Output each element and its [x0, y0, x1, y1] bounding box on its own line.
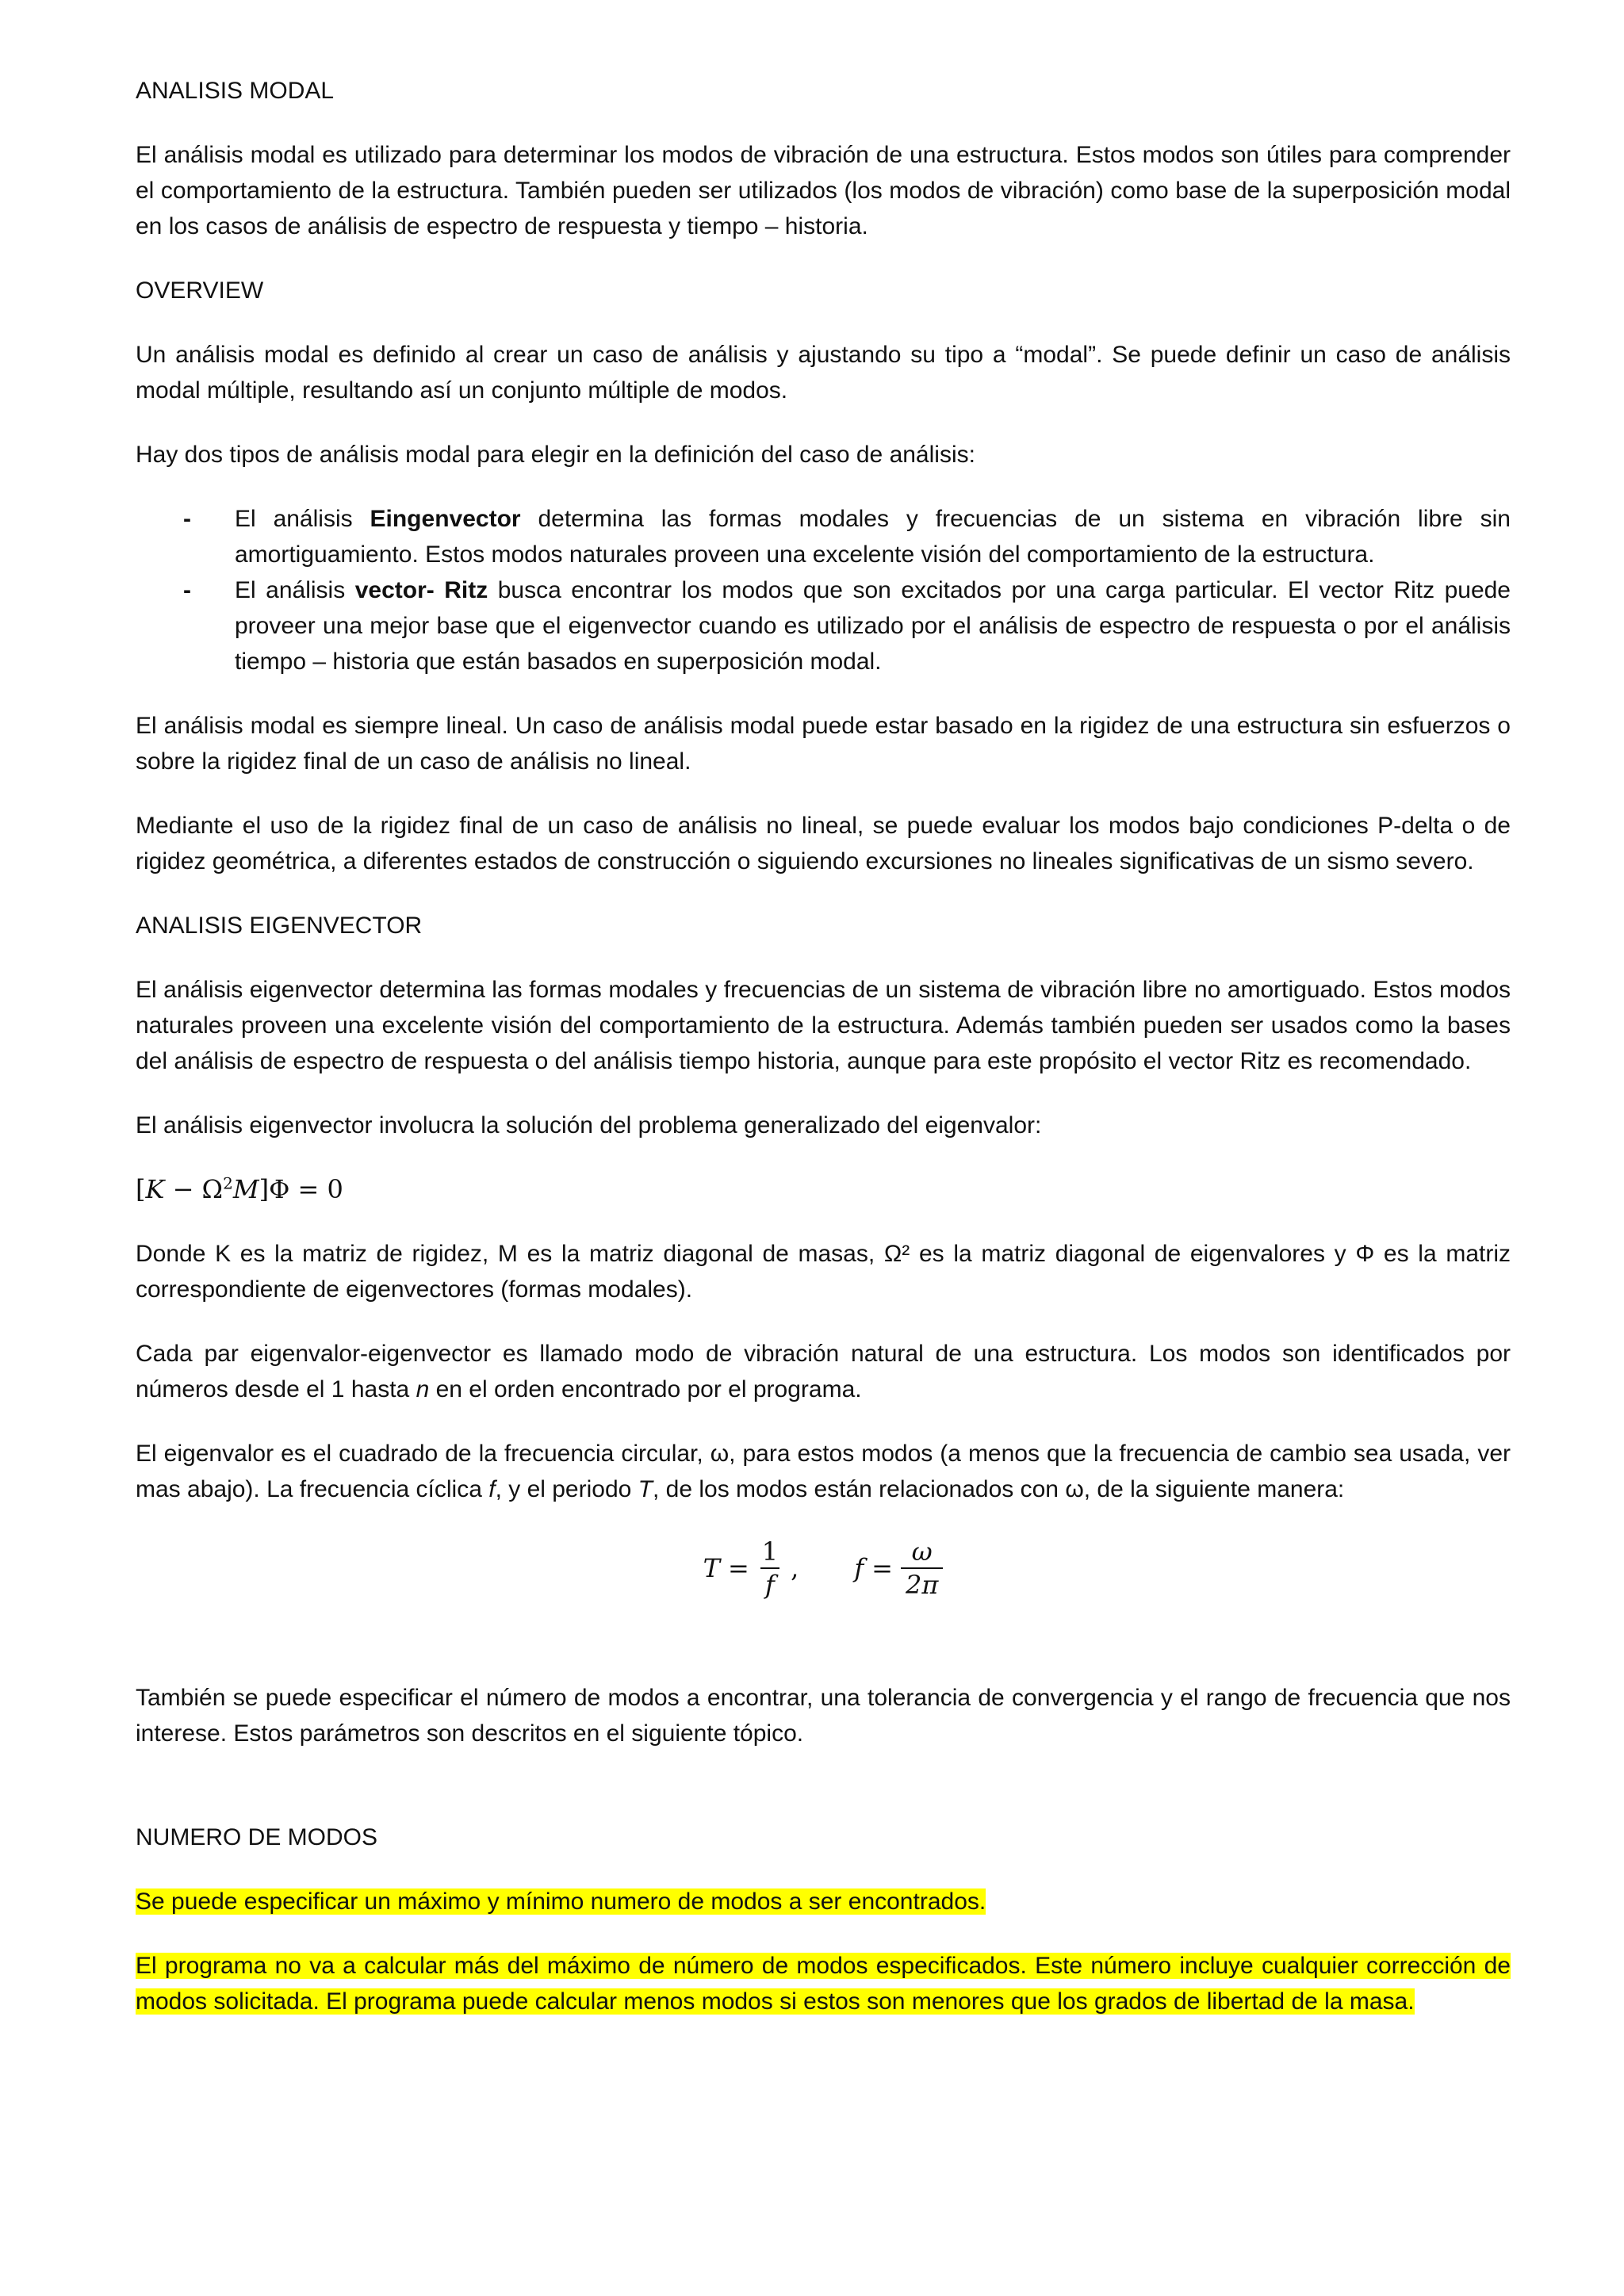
list-item-text: determina las formas modales y frecuencias de un sistema en vibración libre sin amortiguamiento. Estos modos naturales proveen una excelente visión del comportamiento de la estructura. [235, 506, 1511, 568]
text-run: , de los modos están relacionados con ω, de la siguiente manera: [653, 1476, 1345, 1502]
eq-bracket-close: ] [259, 1174, 270, 1204]
spacer [136, 1780, 1511, 1820]
formula-comma: , [791, 1552, 799, 1583]
paragraph-eigenvalor-problema: El análisis eigenvector involucra la solución del problema generalizado del eigenvalor: [136, 1112, 1042, 1138]
formula-equals: = [871, 1552, 893, 1583]
eq-phi: Φ [269, 1174, 290, 1204]
fraction-numerator: ω [911, 1536, 933, 1567]
eq-m: M [232, 1174, 259, 1204]
heading-analisis-modal: ANALISIS MODAL [136, 78, 335, 104]
formula-f: f [854, 1552, 864, 1583]
bullet-dash: - [183, 577, 191, 603]
eq-omega: Ω [201, 1174, 224, 1204]
text-italic: T [638, 1476, 653, 1502]
text-italic: f [488, 1476, 496, 1502]
text-run: El eigenvalor es el cuadrado de la frecuencia circular, ω, para estos modos (a menos que la frecuencia de cambio sea usada, ver mas abajo). La frecuencia cíclica [136, 1441, 1511, 1502]
eigenvalue-equation [136, 1172, 1511, 1207]
period-frequency-formulas [136, 1536, 1511, 1601]
paragraph-pdelta: Mediante el uso de la rigidez final de un caso de análisis no lineal, se puede evaluar los modos bajo condiciones P-delta o de rigidez geométrica, a diferentes estados de construcción o siguiendo excursiones no lineales significativas de un sismo severo. [136, 813, 1511, 874]
paragraph-highlight-1 [136, 1884, 1511, 1919]
document-page [136, 73, 1511, 2048]
highlighted-text: El programa no va a calcular más del máximo de número de modos especificados. Este número incluye cualquier corrección de modos solicitada. El programa puede calcular menos modos si estos son menores que los grados de libertad de la masa. [136, 1953, 1511, 2015]
paragraph-eigenvector: El análisis eigenvector determina las formas modales y frecuencias de un sistema de vibración libre no amortiguado. Estos modos naturales proveen una excelente visión del comportamiento de la estructura. Además también pueden ser usados como la bases del análisis de espectro de respuesta o del análisis tiempo historia, aunque para este propósito el vector Ritz es recomendado. [136, 977, 1511, 1074]
fraction-omega-over-2pi [901, 1536, 943, 1601]
paragraph-highlight-2 [136, 1948, 1511, 2019]
paragraph-frecuencia [136, 1436, 1511, 1507]
list-item-bold: Eingenvector [370, 506, 521, 532]
formula-t: T [703, 1552, 720, 1583]
paragraph-overview: Un análisis modal es definido al crear un caso de análisis y ajustando su tipo a “modal”. Se puede definir un caso de análisis modal múltiple, resultando así un conjunto múltiple de modos. [136, 342, 1511, 404]
formula-equals: = [727, 1552, 749, 1583]
heading-overview: OVERVIEW [136, 277, 264, 304]
eq-bracket-open: [ [136, 1174, 146, 1204]
frequency-formula [854, 1536, 943, 1601]
eq-k: K [145, 1174, 165, 1204]
paragraph-parametros: También se puede especificar el número de modos a encontrar, una tolerancia de convergencia y el rango de frecuencia que nos interese. Estos parámetros son descritos en el siguiente tópico. [136, 1685, 1511, 1747]
text-run: , y el periodo [495, 1476, 638, 1502]
fraction-numerator: 1 [761, 1536, 779, 1567]
fraction-denominator: f [760, 1567, 779, 1601]
text-run: Cada par eigenvalor-eigenvector es llamado modo de vibración natural de una estructura. Los modos son identificados por números desde el 1 hasta [136, 1341, 1511, 1402]
paragraph-tipos: Hay dos tipos de análisis modal para elegir en la definición del caso de análisis: [136, 442, 975, 468]
paragraph-lineal: El análisis modal es siempre lineal. Un caso de análisis modal puede estar basado en la rigidez de una estructura sin esfuerzos o sobre la rigidez final de un caso de análisis no lineal. [136, 713, 1511, 775]
eq-minus: − [164, 1174, 202, 1204]
list-item-eigenvector [136, 501, 1511, 572]
eq-exponent: 2 [223, 1173, 233, 1193]
fraction-denominator: 2π [901, 1567, 943, 1601]
period-formula [703, 1536, 799, 1601]
bullet-list [136, 501, 1511, 679]
text-run: en el orden encontrado por el programa. [429, 1376, 862, 1402]
text-italic: n [416, 1376, 430, 1402]
eq-equals-zero: = 0 [289, 1174, 343, 1204]
heading-analisis-eigenvector: ANALISIS EIGENVECTOR [136, 913, 423, 939]
bullet-dash: - [183, 506, 191, 532]
list-item-text: busca encontrar los modos que son excitados por una carga particular. El vector Ritz puede proveer una mejor base que el eigenvector cuando es utilizado por el análisis de espectro de respuesta o por el análisis tiempo – historia que están basados en superposición modal. [235, 577, 1511, 675]
list-item-text: El análisis [235, 506, 370, 532]
list-item-text: El análisis [235, 577, 355, 603]
list-item-ritz [136, 572, 1511, 679]
paragraph-modos-naturales [136, 1336, 1511, 1407]
fraction-one-over-f [757, 1536, 783, 1601]
highlighted-text: Se puede especificar un máximo y mínimo numero de modos a ser encontrados. [136, 1888, 986, 1915]
paragraph-intro: El análisis modal es utilizado para determinar los modos de vibración de una estructura. Estos modos son útiles para comprender el comportamiento de la estructura. También pueden ser utilizados (los modos de vibración) como base de la superposición modal en los casos de análisis de espectro de respuesta y tiempo – historia. [136, 142, 1511, 239]
heading-numero-de-modos: NUMERO DE MODOS [136, 1824, 378, 1850]
list-item-bold: vector- Ritz [354, 577, 488, 603]
paragraph-donde: Donde K es la matriz de rigidez, M es la matriz diagonal de masas, Ω² es la matriz diagonal de eigenvalores y Φ es la matriz correspondiente de eigenvectores (formas modales). [136, 1241, 1511, 1303]
